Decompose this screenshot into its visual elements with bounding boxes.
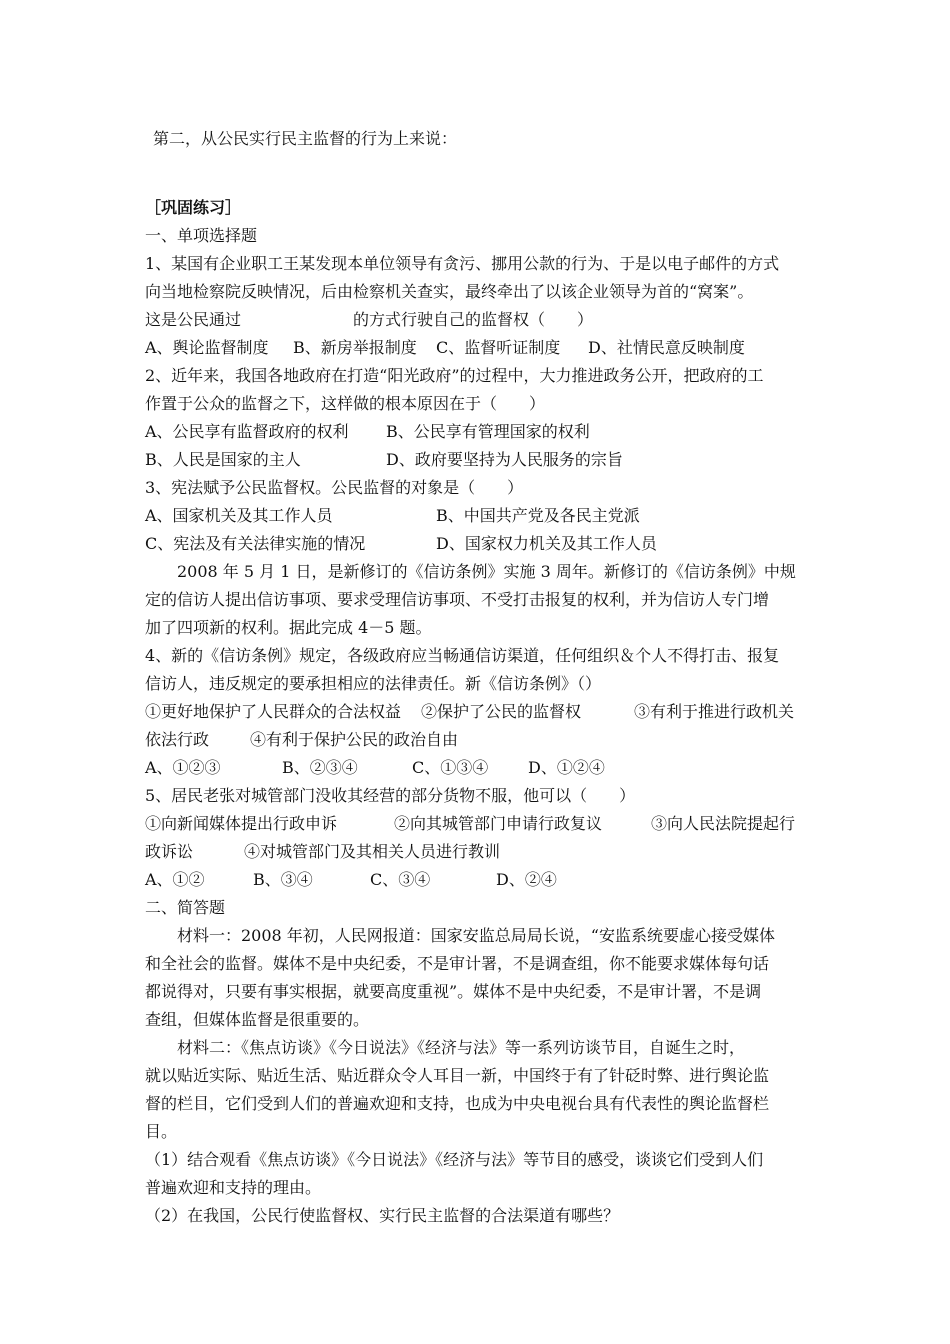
section1-title: 一、单项选择题 (145, 226, 258, 245)
intro45-line: 定的信访人提出信访事项、要求受理信访事项、不受打击报复的权利，并为信访人专门增 (145, 590, 770, 609)
question2-line: （2）在我国，公民行使监督权、实行民主监督的合法渠道有哪些？ (145, 1206, 620, 1225)
q5-option-c: C、③④ (370, 870, 431, 889)
q2-option-b: B、公民享有管理国家的权利 (386, 422, 590, 441)
q4-line: 4、新的《信访条例》规定，各级政府应当畅通信访渠道，任何组织＆个人不得打击、报复 (145, 646, 780, 665)
q4-option-c: C、①③④ (412, 758, 489, 777)
material2-line: 就以贴近实际、贴近生活、贴近群众令人耳目一新，中国终于有了针砭时弊、进行舆论监 (145, 1066, 770, 1085)
q1-line: 1、某国有企业职工王某发现本单位领导有贪污、挪用公款的行为、于是以电子邮件的方式 (145, 254, 780, 273)
q5-option-b: B、③④ (253, 870, 313, 889)
q4-item-2: ②保护了公民的监督权 (421, 702, 582, 721)
q4-item-1: ①更好地保护了人民群众的合法权益 (145, 702, 402, 721)
q1-option-c: C、监督听证制度 (436, 338, 561, 357)
material2-line: 目。 (145, 1122, 178, 1141)
q5-option-a: A、①② (145, 870, 205, 889)
q3-option-b: B、中国共产党及各民主党派 (436, 506, 640, 525)
q5-option-d: D、②④ (496, 870, 557, 889)
q4-item-3-cont: 依法行政 (145, 730, 210, 749)
q2-option-a: A、公民享有监督政府的权利 (145, 422, 349, 441)
material1-line: 查组，但媒体监督是很重要的。 (145, 1010, 370, 1029)
q4-line: 信访人，违反规定的要承担相应的法律责任。新《信访条例》（） (145, 674, 602, 693)
question1-line: 普遍欢迎和支持的理由。 (145, 1178, 322, 1197)
practice-title: ［巩固练习］ (145, 198, 242, 217)
material1-line: 都说得对，只要有事实根据，就要高度重视”。媒体不是中央纪委，不是审计署，不是调 (145, 982, 762, 1001)
q3-option-a: A、国家机关及其工作人员 (145, 506, 333, 525)
q5-line: 5、居民老张对城管部门没收其经营的部分货物不服，他可以（ ） (145, 786, 636, 805)
q3-line: 3、宪法赋予公民监督权。公民监督的对象是（ ） (145, 478, 524, 497)
heading-second: 第二，从公民实行民主监督的行为上来说： (153, 129, 458, 148)
q4-option-a: A、①②③ (145, 758, 221, 777)
intro45-line: 2008 年 5 月 1 日，是新修订的《信访条例》实施 3 周年。新修订的《信访条例》中规 (177, 562, 796, 581)
q5-item-3: ③向人民法院提起行 (651, 814, 796, 833)
q5-item-3-cont: 政诉讼 (145, 842, 194, 861)
q2-line: 2、近年来，我国各地政府在打造“阳光政府”的过程中，大力推进政务公开，把政府的工 (145, 366, 764, 385)
q5-item-4: ④对城管部门及其相关人员进行教训 (244, 842, 501, 861)
intro45-line: 加了四项新的权利。据此完成 4－5 题。 (145, 618, 432, 637)
material2-line: 材料二：《焦点访谈》《今日说法》《经济与法》等一系列访谈节目，自诞生之时， (177, 1038, 746, 1057)
q5-item-1: ①向新闻媒体提出行政申诉 (145, 814, 338, 833)
q4-item-4: ④有利于保护公民的政治自由 (250, 730, 459, 749)
q4-item-3: ③有利于推进行政机关 (634, 702, 795, 721)
q3-option-c: C、宪法及有关法律实施的情况 (145, 534, 366, 553)
q4-option-b: B、②③④ (282, 758, 358, 777)
q3-option-d: D、国家权力机关及其工作人员 (436, 534, 657, 553)
material1-line: 和全社会的监督。媒体不是中央纪委，不是审计署，不是调查组，你不能要求媒体每句话 (145, 954, 770, 973)
q1-option-d: D、社情民意反映制度 (588, 338, 745, 357)
question1-line: （1）结合观看《焦点访谈》《今日说法》《经济与法》等节目的感受，谈谈它们受到人们 (145, 1150, 764, 1169)
section2-title: 二、简答题 (145, 898, 226, 917)
q1-option-a: A、舆论监督制度 (145, 338, 269, 357)
q4-option-d: D、①②④ (528, 758, 605, 777)
material2-line: 督的栏目，它们受到人们的普遍欢迎和支持，也成为中央电视台具有代表性的舆论监督栏 (145, 1094, 770, 1113)
material1-line: 材料一：2008 年初，人民网报道：国家安监总局局长说，“安监系统要虚心接受媒体 (177, 926, 775, 945)
q2-option-d: D、政府要坚持为人民服务的宗旨 (386, 450, 623, 469)
q2-line: 作置于公众的监督之下，这样做的根本原因在于（ ） (145, 394, 546, 413)
q1-line: 这是公民通过 的方式行驶自己的监督权（ ） (145, 310, 594, 329)
q2-option-c: B、人民是国家的主人 (145, 450, 301, 469)
q1-line: 向当地检察院反映情况，后由检察机关查实，最终牵出了以该企业领导为首的“窝案”。 (145, 282, 754, 301)
q1-option-b: B、新房举报制度 (293, 338, 417, 357)
q5-item-2: ②向其城管部门申请行政复议 (394, 814, 603, 833)
